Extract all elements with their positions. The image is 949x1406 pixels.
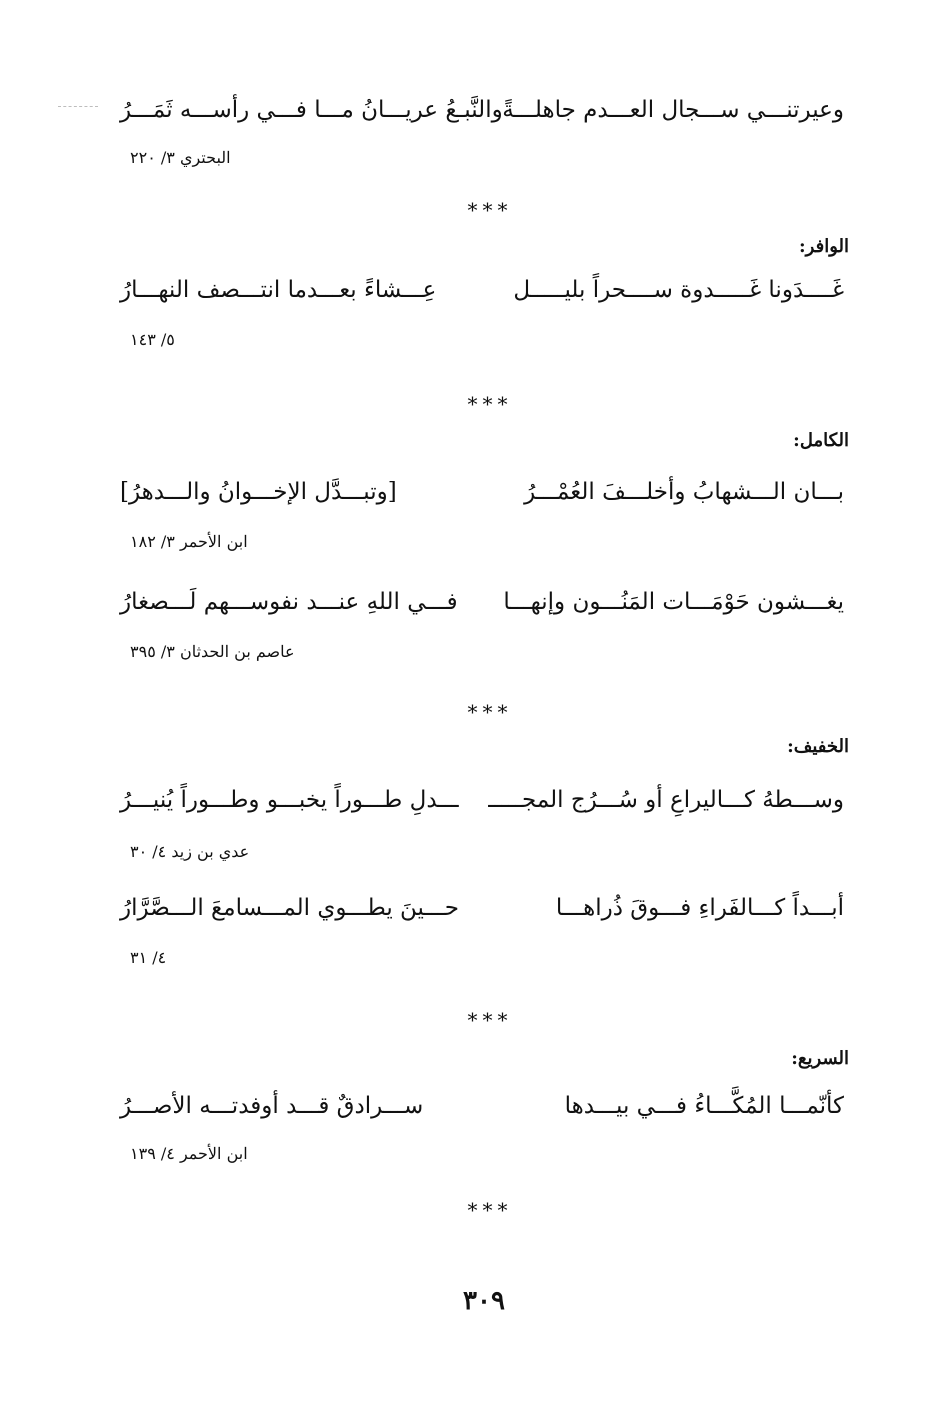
meter-heading: السريع: <box>791 1048 849 1069</box>
verse-source: ابن الأحمر ٤/ ١٣٩ <box>130 1144 248 1163</box>
verse-source: ٥/ ١٤٣ <box>130 330 175 349</box>
first-hemistich: غَــــدَونا غَـــــدوة ســــحراً بليـــــل <box>513 277 844 303</box>
first-hemistich: أبـــداً كـــالفَراءِ فـــوقَ ذُراهـــا <box>555 895 844 921</box>
first-hemistich: وعيرتنـــي ســـجال العـــدم جاهلـــةً <box>502 97 844 123</box>
first-hemistich: وســـطهُ كـــاليراعِ أو سُـــرُج المجـــــ <box>488 787 844 813</box>
second-hemistich: والنَّبـعُ عريـــانُ مـــا فـــي رأســـه ثَمَـــرُ <box>120 97 503 123</box>
second-hemistich: عِـــشاءً بعـــدما انتـــصف النهـــارُ <box>120 277 437 303</box>
meter-heading: الخفيف: <box>787 736 849 757</box>
second-hemistich: ســـرادقٌ قـــد أوفدتـــه الأصـــرُ <box>120 1093 424 1119</box>
second-hemistich: حـــينَ يطـــوي المـــسامعَ الـــصَّرَّارُ <box>120 895 459 921</box>
scan-edge-mark <box>58 106 98 107</box>
first-hemistich: يغـــشون حَوْمَـــات المَنُـــون وإنهـــا <box>503 589 844 615</box>
first-hemistich: بـــان الـــشهابُ وأخلـــفَ العُمْـــرُ <box>524 479 844 505</box>
section-separator: *** <box>467 700 513 724</box>
verse-line <box>120 580 844 624</box>
second-hemistich: ـــدلِ طـــوراً يخبـــو وطـــوراً يُنيـــرُ <box>120 787 459 813</box>
verse-line <box>120 268 844 312</box>
verse-line <box>120 88 844 132</box>
page-number: ٣٠٩ <box>463 1286 505 1316</box>
verse-source: عاصم بن الحدثان ٣/ ٣٩٥ <box>130 642 295 661</box>
verse-source: البحتري ٣/ ٢٢٠ <box>130 148 231 167</box>
section-separator: *** <box>467 198 513 222</box>
meter-heading: الوافر: <box>799 236 849 257</box>
section-separator: *** <box>467 1008 513 1032</box>
verse-source: عدي بن زيد ٤/ ٣٠ <box>130 842 250 861</box>
verse-line <box>120 886 844 930</box>
second-hemistich: فـــي اللهِ عنـــد نفوســـهم لَـــصغارُ <box>120 589 458 615</box>
verse-source: ٤/ ٣١ <box>130 948 167 967</box>
section-separator: *** <box>467 392 513 416</box>
first-hemistich: كأنّمـــا المُكَّـــاءُ فـــي بيـــدها <box>564 1093 844 1119</box>
second-hemistich: [وتبـــدَّل الإخـــوانُ والـــدهرُ] <box>120 479 397 505</box>
verse-source: ابن الأحمر ٣/ ١٨٢ <box>130 532 248 551</box>
verse-line <box>120 778 844 822</box>
verse-line <box>120 470 844 514</box>
verse-line <box>120 1084 844 1128</box>
meter-heading: الكامل: <box>793 430 849 451</box>
section-separator: *** <box>467 1198 513 1222</box>
